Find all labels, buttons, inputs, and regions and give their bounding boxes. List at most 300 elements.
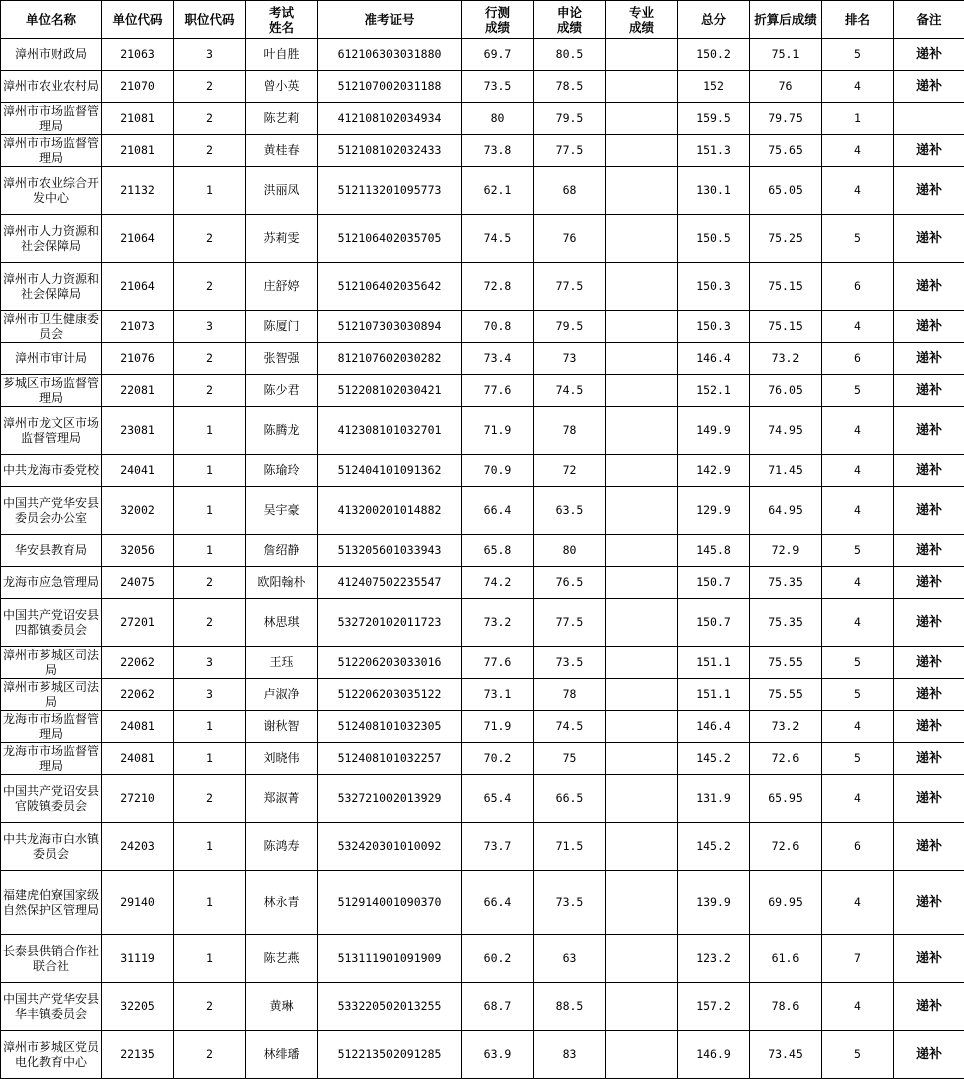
converted-score-cell: 72.6 [750, 823, 822, 871]
shenlun-score-cell: 77.5 [534, 263, 606, 311]
exam-name-cell: 林绯璠 [246, 1031, 318, 1079]
unit-code-cell: 21132 [102, 167, 174, 215]
xingce-score-cell: 73.7 [462, 823, 534, 871]
exam-name-cell: 陈艺燕 [246, 935, 318, 983]
exam-name-cell: 庄舒婷 [246, 263, 318, 311]
rank-cell: 5 [822, 535, 894, 567]
rank-cell: 4 [822, 871, 894, 935]
header-converted: 折算后成绩 [750, 1, 822, 39]
shenlun-score-cell: 79.5 [534, 311, 606, 343]
shenlun-score-cell: 77.5 [534, 135, 606, 167]
ticket-no-cell: 512408101032257 [318, 743, 462, 775]
ticket-no-cell: 533220502013255 [318, 983, 462, 1031]
table-row [1, 743, 964, 775]
xingce-score-cell: 77.6 [462, 375, 534, 407]
exam-name-cell: 吴宇豪 [246, 487, 318, 535]
table-row [1, 935, 964, 983]
header-shenlun: 申论 成绩 [534, 1, 606, 39]
zhuanye-score-cell [606, 71, 678, 103]
converted-score-cell: 73.45 [750, 1031, 822, 1079]
position-code-cell: 2 [174, 343, 246, 375]
rank-cell: 5 [822, 647, 894, 679]
position-code-cell: 3 [174, 647, 246, 679]
xingce-score-cell: 74.5 [462, 215, 534, 263]
rank-cell: 6 [822, 823, 894, 871]
shenlun-score-cell: 73 [534, 343, 606, 375]
converted-score-cell: 75.55 [750, 679, 822, 711]
unit-code-cell: 21064 [102, 263, 174, 311]
unit-name-cell: 龙海市应急管理局 [1, 567, 102, 599]
converted-score-cell: 76 [750, 71, 822, 103]
zhuanye-score-cell [606, 455, 678, 487]
total-score-cell: 150.2 [678, 39, 750, 71]
exam-name-cell: 张智强 [246, 343, 318, 375]
xingce-score-cell: 70.8 [462, 311, 534, 343]
unit-name-cell: 龙海市市场监督管理局 [1, 743, 102, 775]
zhuanye-score-cell [606, 711, 678, 743]
unit-code-cell: 27210 [102, 775, 174, 823]
position-code-cell: 2 [174, 103, 246, 135]
unit-code-cell: 21063 [102, 39, 174, 71]
exam-name-cell: 洪丽凤 [246, 167, 318, 215]
remark-cell: 递补 [894, 263, 964, 311]
remark-cell: 递补 [894, 343, 964, 375]
position-code-cell: 2 [174, 567, 246, 599]
converted-score-cell: 72.9 [750, 535, 822, 567]
unit-code-cell: 21081 [102, 135, 174, 167]
remark-cell: 递补 [894, 1031, 964, 1079]
remark-cell: 递补 [894, 647, 964, 679]
rank-cell: 4 [822, 455, 894, 487]
xingce-score-cell: 66.4 [462, 871, 534, 935]
ticket-no-cell: 812107602030282 [318, 343, 462, 375]
unit-code-cell: 24081 [102, 711, 174, 743]
exam-name-cell: 郑淑菁 [246, 775, 318, 823]
exam-name-cell: 陈厦门 [246, 311, 318, 343]
rank-cell: 4 [822, 983, 894, 1031]
table-row [1, 343, 964, 375]
zhuanye-score-cell [606, 823, 678, 871]
rank-cell: 4 [822, 71, 894, 103]
rank-cell: 4 [822, 135, 894, 167]
unit-code-cell: 21076 [102, 343, 174, 375]
zhuanye-score-cell [606, 983, 678, 1031]
xingce-score-cell: 73.4 [462, 343, 534, 375]
total-score-cell: 159.5 [678, 103, 750, 135]
table-row [1, 983, 964, 1031]
header-ticket-no: 准考证号 [318, 1, 462, 39]
rank-cell: 5 [822, 743, 894, 775]
unit-code-cell: 24041 [102, 455, 174, 487]
xingce-score-cell: 66.4 [462, 487, 534, 535]
unit-name-cell: 中国共产党华安县华丰镇委员会 [1, 983, 102, 1031]
remark-cell: 递补 [894, 871, 964, 935]
rank-cell: 1 [822, 103, 894, 135]
shenlun-score-cell: 80 [534, 535, 606, 567]
unit-name-cell: 漳州市人力资源和社会保障局 [1, 215, 102, 263]
rank-cell: 4 [822, 567, 894, 599]
unit-code-cell: 21064 [102, 215, 174, 263]
ticket-no-cell: 512106402035642 [318, 263, 462, 311]
ticket-no-cell: 612106303031880 [318, 39, 462, 71]
header-position-code: 职位代码 [174, 1, 246, 39]
position-code-cell: 3 [174, 39, 246, 71]
exam-name-cell: 王珏 [246, 647, 318, 679]
zhuanye-score-cell [606, 871, 678, 935]
ticket-no-cell: 512206203035122 [318, 679, 462, 711]
total-score-cell: 131.9 [678, 775, 750, 823]
xingce-score-cell: 70.2 [462, 743, 534, 775]
rank-cell: 7 [822, 935, 894, 983]
position-code-cell: 2 [174, 71, 246, 103]
converted-score-cell: 65.95 [750, 775, 822, 823]
shenlun-score-cell: 74.5 [534, 711, 606, 743]
shenlun-score-cell: 77.5 [534, 599, 606, 647]
zhuanye-score-cell [606, 535, 678, 567]
shenlun-score-cell: 63 [534, 935, 606, 983]
exam-name-cell: 林永青 [246, 871, 318, 935]
unit-code-cell: 22062 [102, 679, 174, 711]
remark-cell: 递补 [894, 167, 964, 215]
table-row [1, 679, 964, 711]
position-code-cell: 1 [174, 407, 246, 455]
unit-code-cell: 24075 [102, 567, 174, 599]
unit-code-cell: 32056 [102, 535, 174, 567]
exam-name-cell: 欧阳翰朴 [246, 567, 318, 599]
remark-cell: 递补 [894, 311, 964, 343]
unit-code-cell: 24203 [102, 823, 174, 871]
table-row [1, 407, 964, 455]
position-code-cell: 2 [174, 983, 246, 1031]
unit-code-cell: 22081 [102, 375, 174, 407]
total-score-cell: 142.9 [678, 455, 750, 487]
table-row [1, 311, 964, 343]
position-code-cell: 1 [174, 711, 246, 743]
unit-name-cell: 福建虎伯寮国家级自然保护区管理局 [1, 871, 102, 935]
unit-name-cell: 漳州市农业农村局 [1, 71, 102, 103]
remark-cell: 递补 [894, 567, 964, 599]
remark-cell: 递补 [894, 407, 964, 455]
remark-cell: 递补 [894, 455, 964, 487]
shenlun-score-cell: 73.5 [534, 871, 606, 935]
remark-cell: 递补 [894, 711, 964, 743]
unit-code-cell: 32205 [102, 983, 174, 1031]
header-total: 总分 [678, 1, 750, 39]
converted-score-cell: 75.35 [750, 567, 822, 599]
zhuanye-score-cell [606, 343, 678, 375]
ticket-no-cell: 412108102034934 [318, 103, 462, 135]
unit-name-cell: 漳州市芗城区司法局 [1, 647, 102, 679]
unit-name-cell: 漳州市农业综合开发中心 [1, 167, 102, 215]
total-score-cell: 149.9 [678, 407, 750, 455]
unit-code-cell: 29140 [102, 871, 174, 935]
total-score-cell: 150.7 [678, 567, 750, 599]
unit-name-cell: 中共龙海市委党校 [1, 455, 102, 487]
table-row [1, 567, 964, 599]
shenlun-score-cell: 83 [534, 1031, 606, 1079]
ticket-no-cell: 512108102032433 [318, 135, 462, 167]
remark-cell: 递补 [894, 679, 964, 711]
shenlun-score-cell: 78 [534, 679, 606, 711]
table-row [1, 775, 964, 823]
unit-code-cell: 27201 [102, 599, 174, 647]
remark-cell: 递补 [894, 823, 964, 871]
header-rank: 排名 [822, 1, 894, 39]
ticket-no-cell: 513111901091909 [318, 935, 462, 983]
unit-name-cell: 漳州市财政局 [1, 39, 102, 71]
shenlun-score-cell: 73.5 [534, 647, 606, 679]
rank-cell: 4 [822, 599, 894, 647]
xingce-score-cell: 65.4 [462, 775, 534, 823]
exam-name-cell: 刘晓伟 [246, 743, 318, 775]
exam-name-cell: 陈瑜玲 [246, 455, 318, 487]
header-xingce: 行测 成绩 [462, 1, 534, 39]
xingce-score-cell: 74.2 [462, 567, 534, 599]
table-row [1, 103, 964, 135]
converted-score-cell: 75.65 [750, 135, 822, 167]
zhuanye-score-cell [606, 567, 678, 599]
remark-cell: 递补 [894, 71, 964, 103]
exam-name-cell: 叶自胜 [246, 39, 318, 71]
table-row [1, 647, 964, 679]
position-code-cell: 1 [174, 743, 246, 775]
unit-name-cell: 漳州市市场监督管理局 [1, 135, 102, 167]
ticket-no-cell: 512113201095773 [318, 167, 462, 215]
ticket-no-cell: 512106402035705 [318, 215, 462, 263]
position-code-cell: 1 [174, 823, 246, 871]
rank-cell: 4 [822, 311, 894, 343]
converted-score-cell: 61.6 [750, 935, 822, 983]
total-score-cell: 123.2 [678, 935, 750, 983]
ticket-no-cell: 512404101091362 [318, 455, 462, 487]
xingce-score-cell: 70.9 [462, 455, 534, 487]
rank-cell: 5 [822, 215, 894, 263]
converted-score-cell: 71.45 [750, 455, 822, 487]
position-code-cell: 3 [174, 679, 246, 711]
remark-cell: 递补 [894, 487, 964, 535]
zhuanye-score-cell [606, 167, 678, 215]
header-unit-name: 单位名称 [1, 1, 102, 39]
remark-cell: 递补 [894, 599, 964, 647]
rank-cell: 4 [822, 775, 894, 823]
converted-score-cell: 73.2 [750, 343, 822, 375]
total-score-cell: 146.9 [678, 1031, 750, 1079]
xingce-score-cell: 62.1 [462, 167, 534, 215]
total-score-cell: 146.4 [678, 711, 750, 743]
exam-name-cell: 黄琳 [246, 983, 318, 1031]
position-code-cell: 2 [174, 263, 246, 311]
total-score-cell: 157.2 [678, 983, 750, 1031]
exam-name-cell: 曾小英 [246, 71, 318, 103]
rank-cell: 5 [822, 375, 894, 407]
converted-score-cell: 75.25 [750, 215, 822, 263]
remark-cell: 递补 [894, 215, 964, 263]
rank-cell: 4 [822, 407, 894, 455]
xingce-score-cell: 73.1 [462, 679, 534, 711]
shenlun-score-cell: 75 [534, 743, 606, 775]
unit-name-cell: 漳州市龙文区市场监督管理局 [1, 407, 102, 455]
total-score-cell: 130.1 [678, 167, 750, 215]
ticket-no-cell: 512914001090370 [318, 871, 462, 935]
total-score-cell: 145.2 [678, 823, 750, 871]
remark-cell [894, 103, 964, 135]
zhuanye-score-cell [606, 775, 678, 823]
remark-cell: 递补 [894, 983, 964, 1031]
converted-score-cell: 75.1 [750, 39, 822, 71]
converted-score-cell: 75.15 [750, 263, 822, 311]
converted-score-cell: 65.05 [750, 167, 822, 215]
xingce-score-cell: 63.9 [462, 1031, 534, 1079]
zhuanye-score-cell [606, 679, 678, 711]
exam-name-cell: 卢淑净 [246, 679, 318, 711]
ticket-no-cell: 532420301010092 [318, 823, 462, 871]
converted-score-cell: 75.15 [750, 311, 822, 343]
ticket-no-cell: 512107303030894 [318, 311, 462, 343]
xingce-score-cell: 73.8 [462, 135, 534, 167]
unit-name-cell: 漳州市芗城区司法局 [1, 679, 102, 711]
unit-name-cell: 长泰县供销合作社联合社 [1, 935, 102, 983]
total-score-cell: 151.1 [678, 647, 750, 679]
total-score-cell: 151.1 [678, 679, 750, 711]
exam-name-cell: 谢秋智 [246, 711, 318, 743]
zhuanye-score-cell [606, 1031, 678, 1079]
position-code-cell: 2 [174, 215, 246, 263]
unit-code-cell: 22062 [102, 647, 174, 679]
zhuanye-score-cell [606, 647, 678, 679]
zhuanye-score-cell [606, 599, 678, 647]
unit-code-cell: 32002 [102, 487, 174, 535]
rank-cell: 5 [822, 1031, 894, 1079]
xingce-score-cell: 60.2 [462, 935, 534, 983]
xingce-score-cell: 69.7 [462, 39, 534, 71]
unit-name-cell: 中国共产党诏安县四都镇委员会 [1, 599, 102, 647]
ticket-no-cell: 513205601033943 [318, 535, 462, 567]
xingce-score-cell: 71.9 [462, 711, 534, 743]
xingce-score-cell: 77.6 [462, 647, 534, 679]
shenlun-score-cell: 74.5 [534, 375, 606, 407]
shenlun-score-cell: 71.5 [534, 823, 606, 871]
header-zhuanye: 专业 成绩 [606, 1, 678, 39]
xingce-score-cell: 71.9 [462, 407, 534, 455]
remark-cell: 递补 [894, 39, 964, 71]
unit-name-cell: 漳州市芗城区党员电化教育中心 [1, 1031, 102, 1079]
rank-cell: 4 [822, 711, 894, 743]
shenlun-score-cell: 78 [534, 407, 606, 455]
position-code-cell: 1 [174, 487, 246, 535]
unit-code-cell: 21073 [102, 311, 174, 343]
position-code-cell: 1 [174, 167, 246, 215]
rank-cell: 6 [822, 263, 894, 311]
table-row [1, 375, 964, 407]
zhuanye-score-cell [606, 375, 678, 407]
remark-cell: 递补 [894, 535, 964, 567]
shenlun-score-cell: 80.5 [534, 39, 606, 71]
total-score-cell: 152.1 [678, 375, 750, 407]
unit-name-cell: 漳州市市场监督管理局 [1, 103, 102, 135]
total-score-cell: 151.3 [678, 135, 750, 167]
zhuanye-score-cell [606, 103, 678, 135]
position-code-cell: 2 [174, 1031, 246, 1079]
unit-code-cell: 21070 [102, 71, 174, 103]
ticket-no-cell: 512206203033016 [318, 647, 462, 679]
unit-name-cell: 漳州市审计局 [1, 343, 102, 375]
remark-cell: 递补 [894, 135, 964, 167]
xingce-score-cell: 73.5 [462, 71, 534, 103]
zhuanye-score-cell [606, 39, 678, 71]
zhuanye-score-cell [606, 263, 678, 311]
exam-name-cell: 林思琪 [246, 599, 318, 647]
total-score-cell: 150.5 [678, 215, 750, 263]
shenlun-score-cell: 78.5 [534, 71, 606, 103]
unit-name-cell: 龙海市市场监督管理局 [1, 711, 102, 743]
rank-cell: 5 [822, 679, 894, 711]
converted-score-cell: 69.95 [750, 871, 822, 935]
table-body [1, 39, 964, 1079]
exam-name-cell: 陈鸿寿 [246, 823, 318, 871]
table-row [1, 71, 964, 103]
table-row [1, 455, 964, 487]
remark-cell: 递补 [894, 375, 964, 407]
table-row [1, 871, 964, 935]
unit-code-cell: 21081 [102, 103, 174, 135]
remark-cell: 递补 [894, 935, 964, 983]
ticket-no-cell: 512213502091285 [318, 1031, 462, 1079]
table-row [1, 535, 964, 567]
zhuanye-score-cell [606, 935, 678, 983]
exam-name-cell: 陈艺莉 [246, 103, 318, 135]
converted-score-cell: 79.75 [750, 103, 822, 135]
position-code-cell: 2 [174, 135, 246, 167]
ticket-no-cell: 512408101032305 [318, 711, 462, 743]
converted-score-cell: 75.55 [750, 647, 822, 679]
unit-name-cell: 中国共产党华安县委员会办公室 [1, 487, 102, 535]
ticket-no-cell: 413200201014882 [318, 487, 462, 535]
ticket-no-cell: 532721002013929 [318, 775, 462, 823]
position-code-cell: 2 [174, 599, 246, 647]
remark-cell: 递补 [894, 743, 964, 775]
total-score-cell: 145.2 [678, 743, 750, 775]
unit-name-cell: 芗城区市场监督管理局 [1, 375, 102, 407]
zhuanye-score-cell [606, 407, 678, 455]
shenlun-score-cell: 68 [534, 167, 606, 215]
table-row [1, 263, 964, 311]
ticket-no-cell: 412308101032701 [318, 407, 462, 455]
ticket-no-cell: 532720102011723 [318, 599, 462, 647]
ticket-no-cell: 412407502235547 [318, 567, 462, 599]
total-score-cell: 146.4 [678, 343, 750, 375]
ticket-no-cell: 512208102030421 [318, 375, 462, 407]
total-score-cell: 150.3 [678, 263, 750, 311]
converted-score-cell: 75.35 [750, 599, 822, 647]
zhuanye-score-cell [606, 215, 678, 263]
xingce-score-cell: 80 [462, 103, 534, 135]
exam-name-cell: 黄桂春 [246, 135, 318, 167]
exam-name-cell: 陈少君 [246, 375, 318, 407]
rank-cell: 4 [822, 167, 894, 215]
xingce-score-cell: 68.7 [462, 983, 534, 1031]
unit-name-cell: 漳州市人力资源和社会保障局 [1, 263, 102, 311]
unit-name-cell: 华安县教育局 [1, 535, 102, 567]
unit-code-cell: 22135 [102, 1031, 174, 1079]
table-row [1, 135, 964, 167]
total-score-cell: 129.9 [678, 487, 750, 535]
exam-name-cell: 苏莉雯 [246, 215, 318, 263]
total-score-cell: 139.9 [678, 871, 750, 935]
table-row [1, 215, 964, 263]
table-row [1, 167, 964, 215]
xingce-score-cell: 72.8 [462, 263, 534, 311]
position-code-cell: 1 [174, 535, 246, 567]
